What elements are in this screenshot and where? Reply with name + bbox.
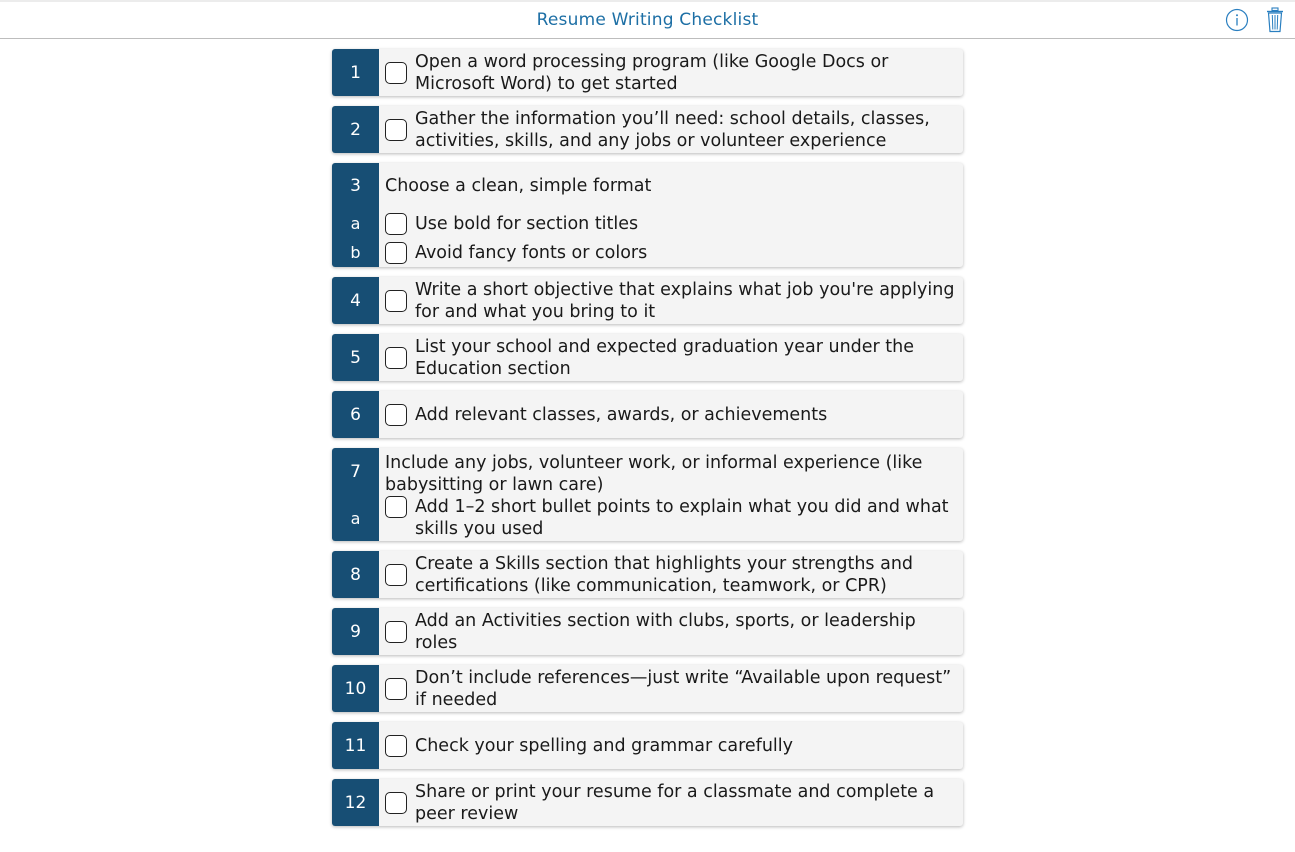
subitem-letter: a	[350, 214, 361, 233]
item-checkbox[interactable]	[385, 290, 407, 312]
checklist-item	[332, 49, 963, 96]
item-number: 6	[350, 404, 361, 425]
subitem-text: Use bold for section titles	[415, 213, 639, 234]
subitem-letter: b	[350, 243, 361, 262]
item-checkbox[interactable]	[385, 119, 407, 141]
page-title: Resume Writing Checklist	[536, 10, 759, 30]
item-number-badge	[332, 722, 379, 769]
checklist-item	[332, 551, 963, 598]
item-text: Check your spelling and grammar carefully	[415, 735, 793, 756]
item-number-badge	[332, 49, 379, 96]
item-checkbox[interactable]	[385, 62, 407, 84]
item-number: 12	[344, 792, 367, 813]
checklist-item	[332, 779, 963, 826]
checklist-item	[332, 277, 963, 324]
item-number: 7	[350, 462, 361, 482]
item-number: 8	[350, 564, 361, 585]
checklist-item	[332, 391, 963, 438]
item-checkbox[interactable]	[385, 678, 407, 700]
header-actions	[1225, 7, 1287, 33]
item-text: Add relevant classes, awards, or achievements	[415, 404, 828, 425]
item-number: 2	[350, 119, 361, 140]
item-checkbox[interactable]	[385, 404, 407, 426]
item-checkbox[interactable]	[385, 564, 407, 586]
checklist-item	[332, 163, 963, 267]
subitem-checkbox[interactable]	[385, 496, 407, 518]
subitem-text: Avoid fancy fonts or colors	[415, 242, 648, 263]
item-heading: Include any jobs, volunteer work, or informal experience (like babysitting or lawn care)	[385, 452, 923, 495]
item-checkbox[interactable]	[385, 621, 407, 643]
item-text: Open a word processing program (like Google Docs or Microsoft Word) to get started	[415, 51, 889, 94]
item-number-badge	[332, 551, 379, 598]
item-number: 4	[350, 290, 361, 311]
item-number-badge	[332, 334, 379, 381]
item-checkbox[interactable]	[385, 735, 407, 757]
item-number: 11	[344, 735, 367, 756]
item-text: List your school and expected graduation year under the Education section	[415, 336, 915, 379]
trash-icon[interactable]	[1263, 7, 1287, 33]
item-text: Share or print your resume for a classmate and complete a peer review	[415, 781, 935, 824]
item-number: 3	[350, 176, 361, 196]
item-number-badge	[332, 448, 379, 541]
info-icon[interactable]	[1225, 7, 1249, 33]
checklist-item	[332, 106, 963, 153]
item-checkbox[interactable]	[385, 347, 407, 369]
item-number-badge	[332, 106, 379, 153]
item-number: 9	[350, 621, 361, 642]
checklist-item	[332, 608, 963, 655]
subitem-text: Add 1–2 short bullet points to explain what you did and what skills you used	[415, 497, 949, 539]
header-bar	[0, 2, 1295, 39]
item-number-badge	[332, 665, 379, 712]
item-number-badge	[332, 391, 379, 438]
checklist-item	[332, 665, 963, 712]
item-text: Add an Activities section with clubs, sports, or leadership roles	[415, 610, 916, 653]
item-number-badge	[332, 163, 379, 267]
item-number-badge	[332, 277, 379, 324]
item-number-badge	[332, 779, 379, 826]
item-number: 5	[350, 347, 361, 368]
item-text: Gather the information you’ll need: school details, classes, activities, skills, and any jobs or volunteer experience	[415, 108, 930, 151]
checklist-item	[332, 334, 963, 381]
checklist	[332, 49, 963, 836]
item-number-badge	[332, 608, 379, 655]
checklist-item	[332, 448, 963, 541]
subitem-checkbox[interactable]	[385, 213, 407, 235]
item-number: 1	[350, 62, 361, 83]
item-number: 10	[344, 678, 367, 699]
subitem-checkbox[interactable]	[385, 242, 407, 264]
item-checkbox[interactable]	[385, 792, 407, 814]
subitem-letter: a	[350, 509, 361, 528]
item-text: Write a short objective that explains what job you're applying for and what you bring to it	[415, 279, 955, 322]
item-heading: Choose a clean, simple format	[385, 176, 652, 196]
checklist-item	[332, 722, 963, 769]
item-text: Create a Skills section that highlights your strengths and certifications (like communication, teamwork, or CPR)	[415, 553, 914, 596]
item-text: Don’t include references—just write “Available upon request” if needed	[415, 667, 952, 710]
